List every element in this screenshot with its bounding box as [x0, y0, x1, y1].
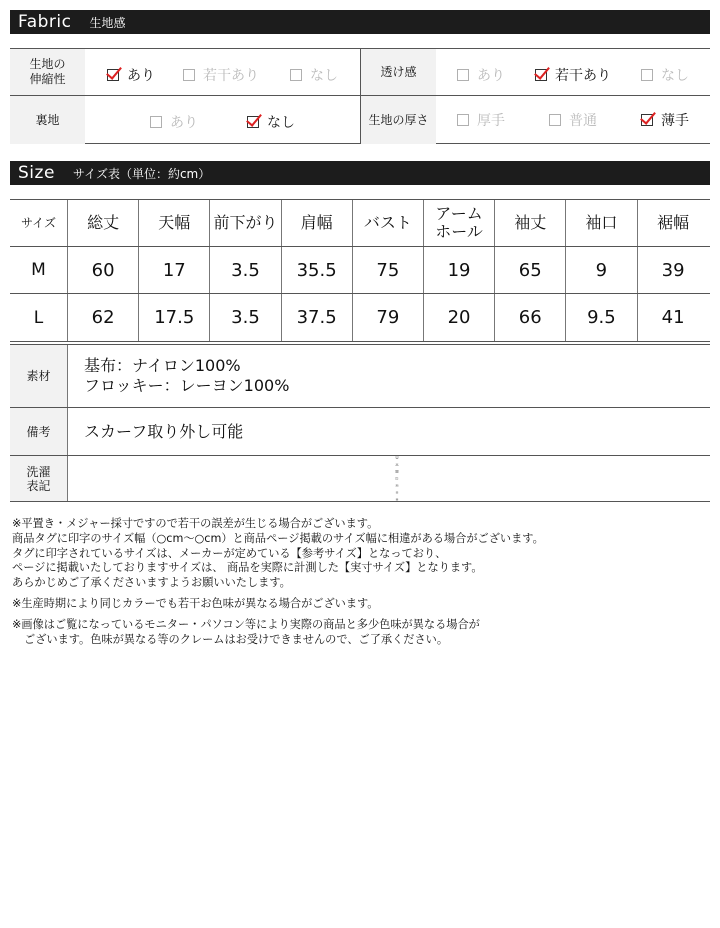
no-wet-clean-icon	[379, 498, 415, 501]
table-cell: 60	[68, 247, 139, 293]
column-header: 肩幅	[282, 200, 353, 246]
note-line: ページに掲載いたしておりますサイズは、 商品を実際に計測した【実寸サイズ】となります。	[12, 561, 483, 575]
care-label: 洗濯 表記	[10, 456, 68, 501]
table-cell: 20	[424, 294, 495, 341]
thickness-label: 生地の厚さ	[361, 96, 436, 144]
column-header: 前下がり	[210, 200, 281, 246]
checkbox-checked-icon	[247, 116, 259, 128]
note-line: 商品タグに印字のサイズ幅（○cm〜○cm）と商品ページ掲載のサイズ幅に相違がある場合がございます。	[12, 531, 544, 545]
note-line: タグに印字されているサイズは、メーカーが定めている【参考サイズ】となっており、	[12, 546, 447, 560]
table-row	[10, 294, 710, 342]
size-subtitle: サイズ表（単位：約cm）	[72, 166, 211, 181]
table-cell: 75	[353, 247, 424, 293]
note-line: ※画像はご覧になっているモニター・パソコン等により実際の商品と多少色味が異なる場合が	[12, 617, 480, 631]
transparency-label: 透け感	[361, 49, 436, 95]
table-cell: 3.5	[210, 247, 281, 293]
stretch-label: 生地の 伸縮性	[10, 49, 85, 95]
lining-option-yes: あり	[150, 112, 198, 132]
table-cell: 9.5	[566, 294, 637, 341]
checkbox-icon	[549, 114, 561, 126]
table-cell: 3.5	[210, 294, 281, 341]
stretch-option-no: なし	[290, 65, 338, 85]
lining-label: 裏地	[10, 96, 85, 144]
note-line: あらかじめご了承くださいますようお願いいたします。	[12, 576, 291, 590]
table-cell: 35.5	[282, 247, 353, 293]
material-row	[10, 344, 710, 408]
fabric-subtitle: 生地感	[89, 15, 126, 30]
material-line: フロッキー：レーヨン100%	[84, 376, 290, 395]
column-header: 天幅	[139, 200, 210, 246]
note-line: ※平置き・メジャー採寸ですので若干の誤差が生じる場合がございます。	[12, 517, 379, 530]
checkbox-checked-icon	[535, 69, 547, 81]
transparency-option-slight: 若干あり	[535, 65, 611, 85]
remarks-row	[10, 408, 710, 456]
stretch-option-yes: あり	[107, 65, 155, 85]
thickness-option-thin: 薄手	[641, 110, 689, 130]
checkbox-icon	[641, 69, 653, 81]
transparency-option-no: なし	[641, 65, 689, 85]
table-cell: 41	[661, 307, 685, 328]
column-header: アーム ホール	[424, 200, 495, 246]
material-label: 素材	[10, 345, 68, 407]
checkbox-checked-icon	[641, 114, 653, 126]
no-bleach-icon	[379, 463, 415, 466]
no-tumble-dry-icon	[379, 470, 415, 473]
table-cell: 65	[495, 247, 566, 293]
divider	[360, 48, 361, 144]
size-column-label: サイズ	[10, 200, 68, 246]
thickness-option-normal: 普通	[549, 110, 597, 130]
note-line: ※生産時期により同じカラーでも若干お色味が異なる場合がございます。	[12, 596, 379, 610]
table-cell: 66	[495, 294, 566, 341]
wash-30-icon	[379, 456, 415, 459]
size-name: L	[10, 294, 68, 341]
care-icons	[68, 456, 710, 501]
svg-text:W: W	[396, 499, 398, 501]
table-cell: 9	[566, 247, 637, 293]
checkbox-icon	[183, 69, 195, 81]
column-header: 裾幅	[657, 213, 690, 232]
no-iron-icon	[377, 484, 417, 487]
svg-text:30: 30	[396, 457, 398, 459]
line-dry-shade-icon	[381, 477, 413, 480]
table-row	[10, 247, 710, 294]
remarks-label: 備考	[10, 408, 68, 455]
remarks-value: スカーフ取り外し可能	[84, 421, 244, 441]
table-cell: 79	[353, 294, 424, 341]
thickness-option-thick: 厚手	[457, 110, 505, 130]
notes	[12, 517, 712, 647]
table-cell: 37.5	[282, 294, 353, 341]
checkbox-icon	[290, 69, 302, 81]
size-table	[10, 199, 710, 328]
note-line: ございます。色味が異なる等のクレームはお受けできませんので、ご了承ください。	[24, 632, 449, 646]
fabric-title: Fabric	[18, 12, 72, 32]
checkbox-checked-icon	[107, 69, 119, 81]
table-cell: 62	[68, 294, 139, 341]
column-header: 総丈	[68, 200, 139, 246]
care-row	[10, 456, 710, 502]
stretch-option-slight: 若干あり	[183, 65, 259, 85]
material-value	[68, 345, 710, 407]
size-header	[10, 161, 710, 185]
table-cell: 19	[424, 247, 495, 293]
size-name: M	[10, 247, 68, 293]
transparency-option-yes: あり	[457, 65, 505, 85]
column-header: 袖口	[566, 200, 637, 246]
table-cell: 39	[661, 259, 685, 281]
fabric-header	[10, 10, 710, 34]
no-dry-clean-icon	[379, 491, 415, 494]
checkbox-icon	[457, 114, 469, 126]
checkbox-icon	[150, 116, 162, 128]
lining-option-no: なし	[247, 112, 295, 132]
size-title: Size	[18, 163, 55, 183]
column-header: 袖丈	[495, 200, 566, 246]
material-line: 基布：ナイロン100%	[84, 356, 241, 375]
column-header: バスト	[353, 200, 424, 246]
table-cell: 17.5	[139, 294, 210, 341]
size-header-row	[10, 200, 710, 247]
checkbox-icon	[457, 69, 469, 81]
table-cell: 17	[139, 247, 210, 293]
